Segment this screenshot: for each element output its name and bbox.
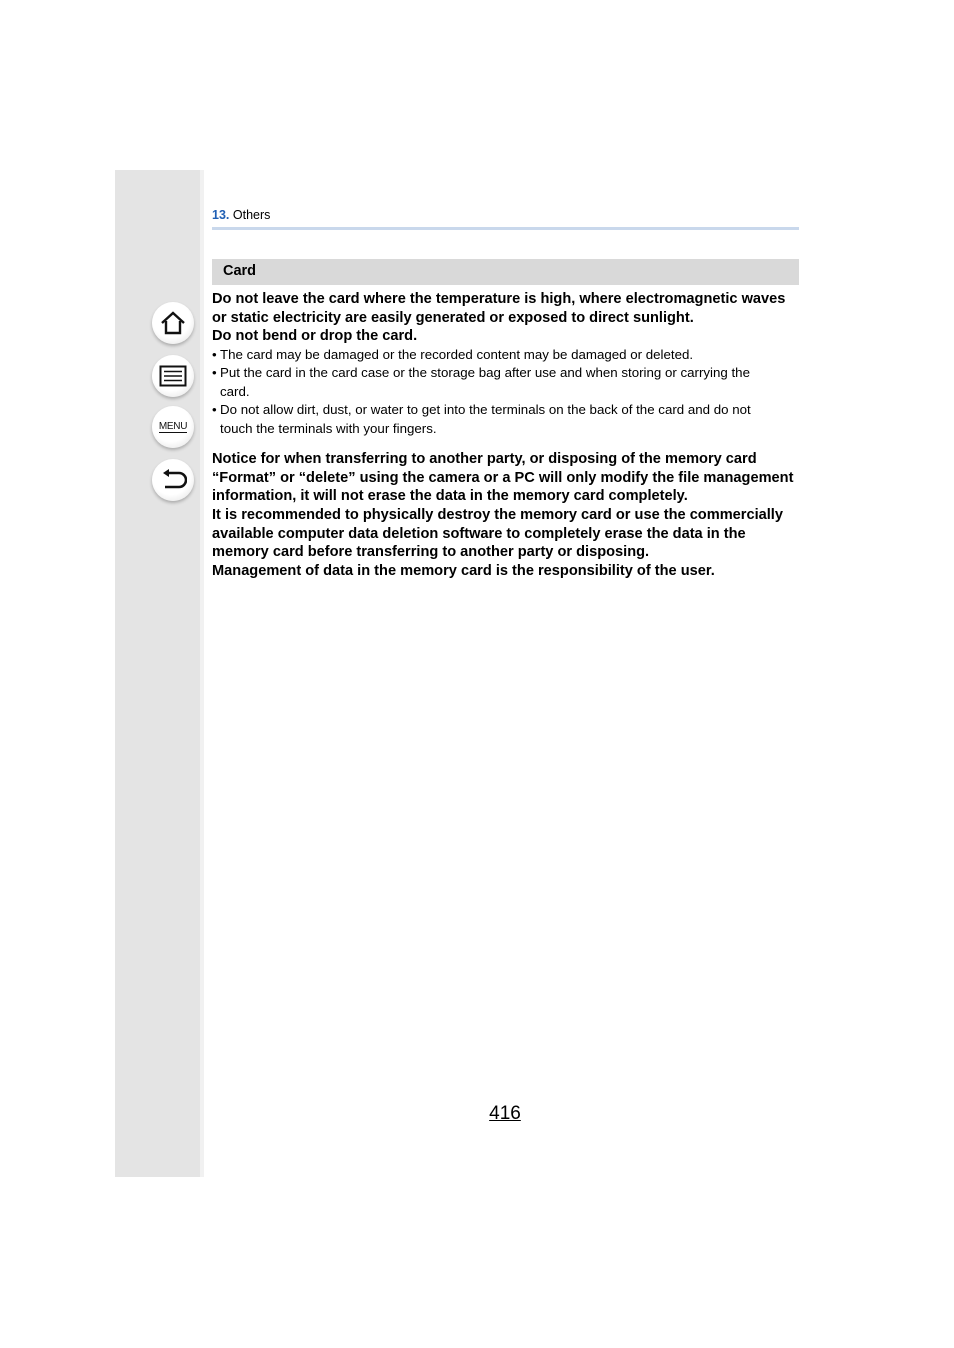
warning-heading-line: Do not bend or drop the card. bbox=[212, 328, 418, 345]
notice-heading: Notice for when transferring to another party, or disposing of the memory card bbox=[212, 451, 757, 468]
notice-text-line: “Format” or “delete” using the camera or a PC will only modify the file management bbox=[212, 469, 794, 486]
main-content bbox=[212, 290, 802, 580]
chapter-title: Others bbox=[232, 208, 271, 222]
list-icon bbox=[159, 365, 187, 387]
menu-label: MENU bbox=[158, 421, 188, 432]
list-item bbox=[212, 346, 802, 365]
section-heading-bar bbox=[212, 259, 799, 285]
bullet-text: • Put the card in the card case or the storage bag after use and when storing or carrying the card. bbox=[220, 365, 750, 399]
notice-text-line: available computer data deletion software to completely erase the data in the bbox=[212, 525, 746, 542]
menu-button[interactable] bbox=[152, 406, 194, 448]
page-number-text: 416 bbox=[489, 1103, 521, 1124]
back-button[interactable] bbox=[152, 459, 194, 501]
list-item bbox=[212, 364, 802, 401]
chapter-number: 13. bbox=[212, 208, 230, 222]
warning-heading-line: or static electricity are easily generated or exposed to direct sunlight. bbox=[212, 309, 694, 326]
contents-button[interactable] bbox=[152, 355, 194, 397]
notice-text-line: It is recommended to physically destroy the memory card or use the commercially bbox=[212, 507, 783, 524]
notice-text-line: information, it will not erase the data in the memory card completely. bbox=[212, 488, 688, 505]
header-rule bbox=[212, 227, 799, 230]
home-icon bbox=[159, 310, 187, 336]
spacer bbox=[212, 438, 802, 450]
back-arrow-icon bbox=[159, 468, 187, 492]
page-number bbox=[0, 1103, 954, 1125]
warning-bullet-list bbox=[212, 346, 802, 439]
notice-text-line: Management of data in the memory card is the responsibility of the user. bbox=[212, 562, 715, 579]
bullet-text: • The card may be damaged or the recorded content may be damaged or deleted. bbox=[220, 346, 694, 362]
list-item bbox=[212, 401, 802, 438]
chapter-header bbox=[212, 208, 799, 228]
warning-heading-line: Do not leave the card where the temperature is high, where electromagnetic waves bbox=[212, 291, 786, 307]
section-title: Card bbox=[223, 263, 257, 279]
sidebar-edge bbox=[200, 170, 204, 1177]
home-button[interactable] bbox=[152, 302, 194, 344]
bullet-text: • Do not allow dirt, dust, or water to get into the terminals on the back of the card and do not touch the terminals with your fingers. bbox=[220, 402, 751, 436]
notice-text-line: memory card before transferring to another party or disposing. bbox=[212, 544, 650, 561]
